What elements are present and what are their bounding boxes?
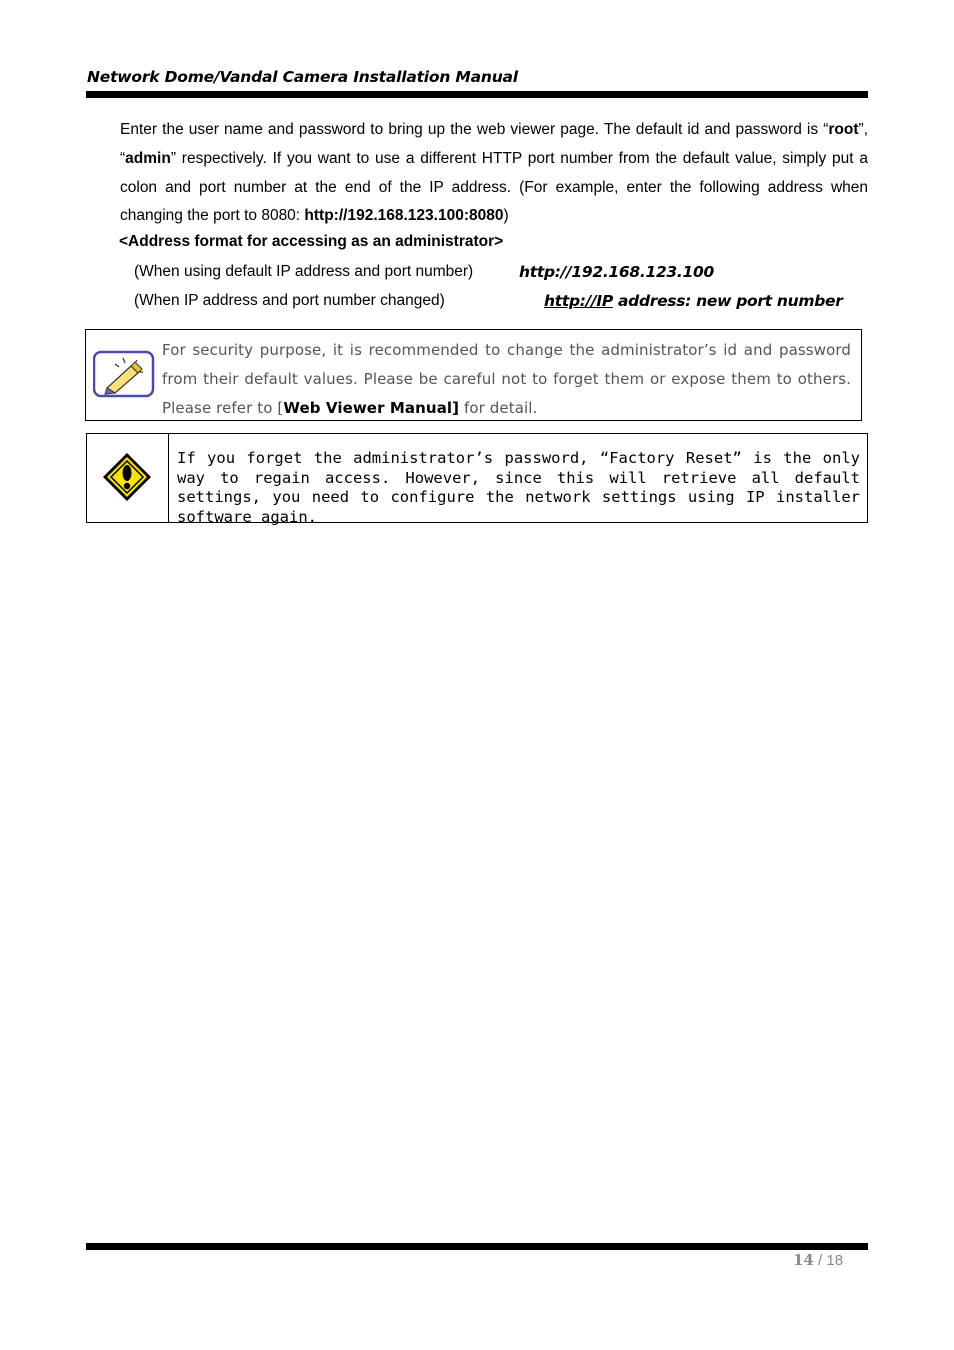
intro-text-4: ) (503, 207, 509, 225)
changed-address-label: (When IP address and port number changed) (134, 292, 445, 309)
default-address-label: (When using default IP address and port number) (134, 263, 474, 280)
page-number (793, 1251, 843, 1269)
default-address-value: http://192.168.123.100 (519, 263, 714, 281)
intro-paragraph (120, 116, 868, 231)
intro-text-1: Enter the user name and password to bring up the web viewer page. The default id and password is “ (120, 121, 829, 138)
note-text-end: for detail. (459, 399, 538, 417)
page-current: 14 (793, 1251, 814, 1269)
intro-text-2: ”, “ (120, 121, 868, 167)
changed-address-scheme: http://IP (544, 292, 613, 310)
pencil-note-icon (93, 350, 153, 398)
changed-address-value (544, 292, 843, 310)
example-url: http://192.168.123.100:8080 (304, 207, 504, 225)
changed-address-rest: address: new port number (612, 292, 843, 310)
warning-diamond-icon (102, 452, 152, 502)
intro-text-3: ” respectively. If you want to use a different HTTP port number from the default value, simply put a colon and port number at the end of the IP address. (For example, enter the following address when changing the port to 8080: (120, 149, 868, 225)
document-title: Network Dome/Vandal Camera Installation Manual (87, 68, 518, 86)
address-format-heading: <Address format for accessing as an administrator> (119, 233, 504, 250)
page-total: 18 (826, 1252, 844, 1269)
page-separator: / (813, 1252, 827, 1269)
warning-divider (168, 433, 169, 523)
default-password: admin (125, 149, 171, 167)
header-rule (86, 91, 868, 98)
footer-rule (86, 1243, 868, 1250)
web-viewer-manual-ref: Web Viewer Manual] (283, 399, 460, 417)
note-text-main: For security purpose, it is recommended to change the administrator’s id and password from their default values. Please be careful not to forget them or expose them to others. Please refer to [ (162, 341, 851, 417)
default-id: root (828, 121, 859, 138)
warning-text: If you forget the administrator’s password, “Factory Reset” is the only way to regain access. However, since this will retrieve all default settings, you need to configure the network settings using IP installer software again. (177, 449, 860, 526)
note-text (162, 336, 851, 423)
